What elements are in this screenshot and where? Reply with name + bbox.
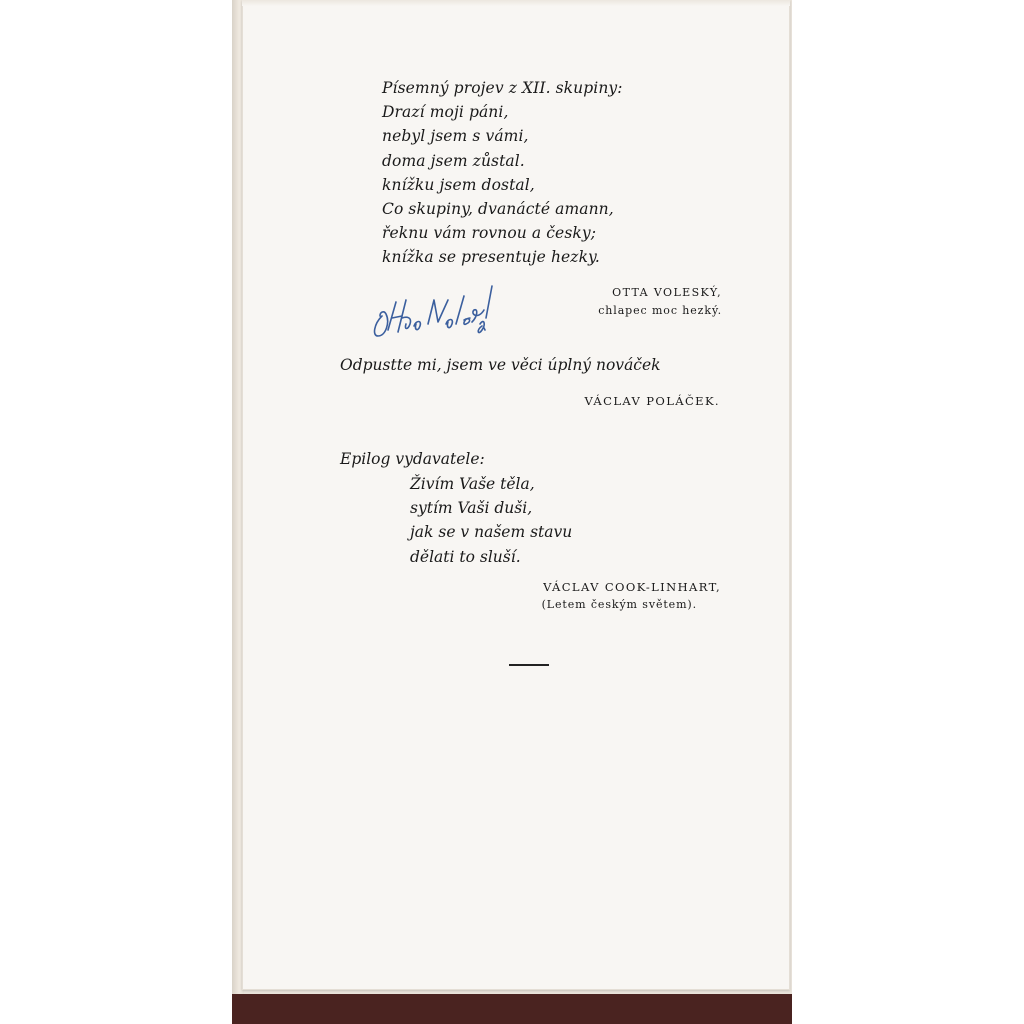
closing-rule (509, 664, 549, 666)
quote-text: Odpustte mi, jsem ve věci úplný nováček (340, 356, 661, 374)
poem-verse (382, 76, 623, 270)
epilog-line: dělati to sluší. (410, 547, 521, 566)
epilog-line: jak se v našem stavu (410, 523, 573, 542)
epilog-author-note: (Letem českým světem). (541, 598, 697, 611)
poem-line: Drazí moji páni, (382, 103, 509, 122)
poem-author: OTTA VOLESKÝ, (612, 286, 722, 299)
poem-line: Co skupiny, dvanácté amann, (382, 200, 614, 219)
quote-author: VÁCLAV POLÁČEK. (584, 394, 720, 408)
epilog-author: VÁCLAV COOK-LINHART, (543, 580, 721, 594)
handwritten-signature (368, 278, 504, 344)
dark-bottom-surface (232, 994, 792, 1024)
epilog-title: Epilog vydavatele: (340, 450, 485, 468)
epilog-verse (410, 472, 572, 569)
poem-line: doma jsem zůstal. (382, 151, 525, 170)
poem-author-note: chlapec moc hezký. (598, 304, 722, 317)
epilog-line: sytím Vaši duši, (410, 499, 533, 518)
poem-line: knížku jsem dostal, (382, 175, 535, 194)
poem-line: řeknu vám rovnou a česky; (382, 224, 597, 243)
poem-line: nebyl jsem s vámi, (382, 127, 529, 146)
epilog-line: Živím Vaše těla, (410, 475, 535, 493)
poem-line: knížka se presentuje hezky. (382, 248, 600, 267)
paper-top-edge (242, 0, 790, 6)
poem-line: Písemný projev z XII. skupiny: (382, 79, 623, 97)
